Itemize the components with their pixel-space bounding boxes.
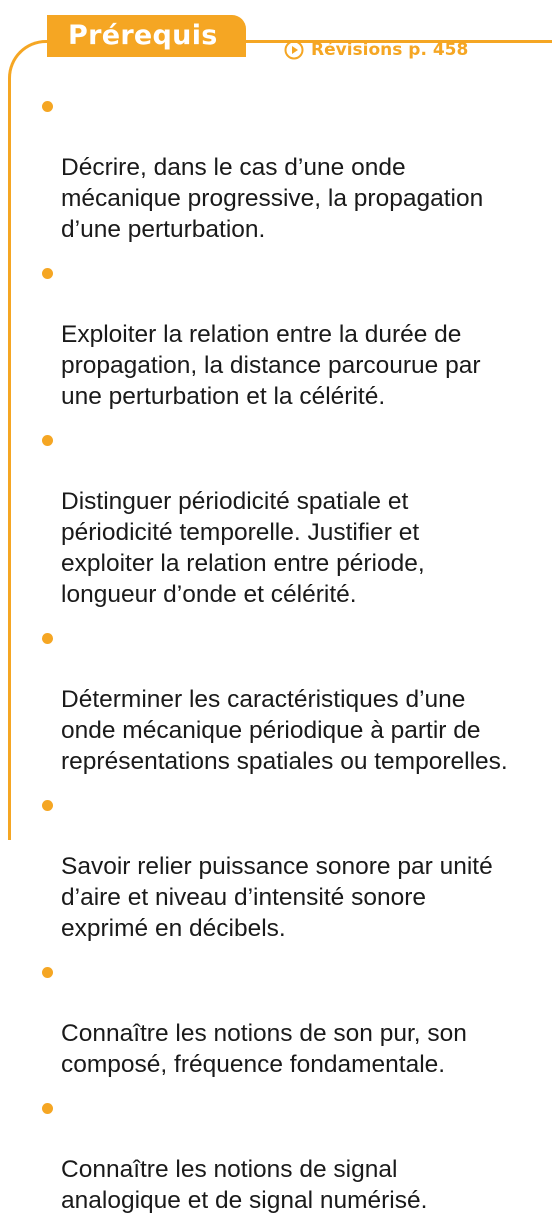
list-item [38,956,552,1080]
bullet-icon [42,800,53,811]
bullet-icon [42,268,53,279]
list-item-text: Décrire, dans le cas d’une onde mécanique progressive, la propagation d’une perturbation. [61,154,484,243]
list-item [38,622,552,777]
prerequisites-list [38,90,552,1228]
revisions-label: Révisions p. 458 [311,40,469,60]
play-circle-icon [284,40,304,60]
bullet-icon [42,633,53,644]
bullet-icon [42,967,53,978]
list-item-text: Distinguer périodicité spatiale et périodicité temporelle. Justifier et exploiter la relation entre période, longueur d’onde et célérité. [61,488,425,608]
list-item [38,1092,552,1216]
section-title: Prérequis [47,15,246,57]
list-item [38,257,552,412]
list-item [38,424,552,610]
list-item-text: Savoir relier puissance sonore par unité d’aire et niveau d’intensité sonore exprimé en décibels. [61,853,493,942]
list-item-text: Exploiter la relation entre la durée de propagation, la distance parcourue par une perturbation et la célérité. [61,321,481,410]
list-item-text: Connaître les notions de son pur, son composé, fréquence fondamentale. [61,1020,467,1078]
revisions-link[interactable] [284,38,468,62]
bullet-icon [42,1103,53,1114]
bullet-icon [42,101,53,112]
list-item-text: Connaître les notions de signal analogique et de signal numérisé. [61,1156,428,1214]
list-item [38,90,552,245]
bullet-icon [42,435,53,446]
list-item-text: Déterminer les caractéristiques d’une onde mécanique périodique à partir de représentations spatiales ou temporelles. [61,686,508,775]
list-item [38,789,552,944]
